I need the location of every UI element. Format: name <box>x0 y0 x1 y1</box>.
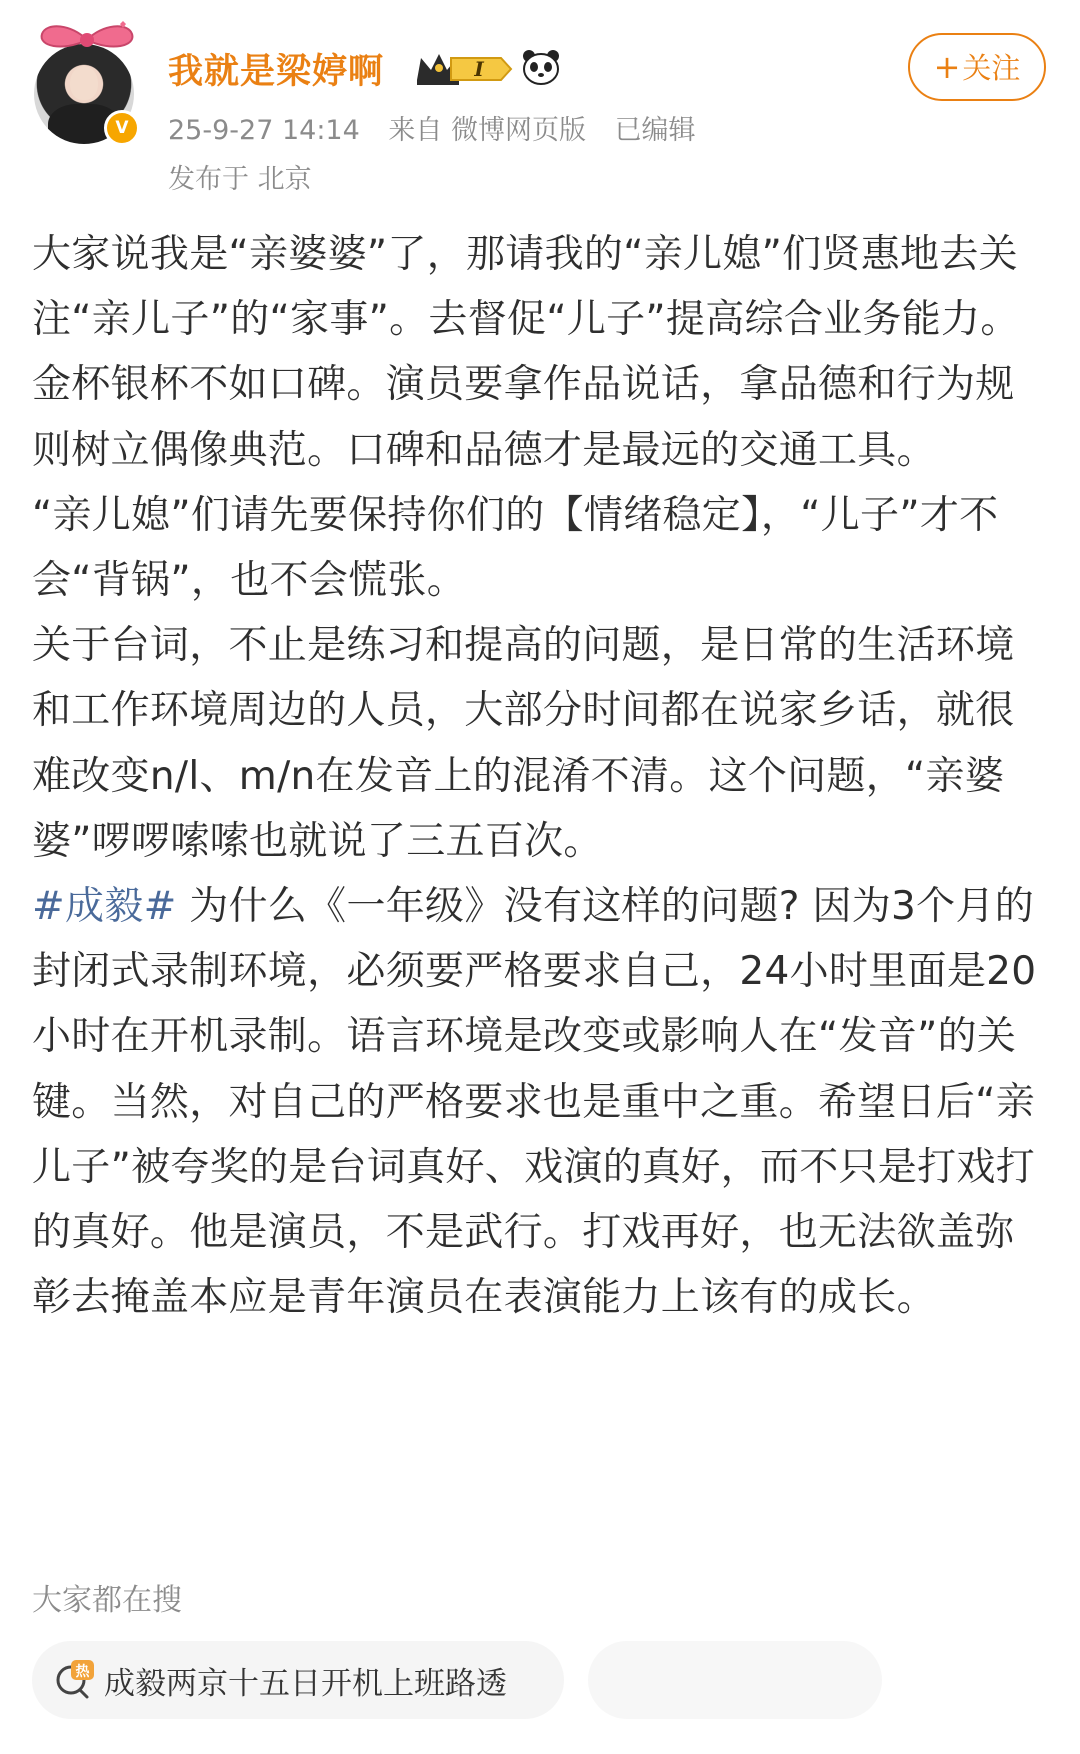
hot-search-icon <box>54 1660 94 1700</box>
hot-mark: 热 <box>75 1664 90 1680</box>
post-header <box>0 0 1080 200</box>
avatar-face <box>70 66 98 100</box>
panda-icon <box>521 48 561 86</box>
post-paragraph-text: 为什么《一年级》没有这样的问题? 因为3个月的封闭式录制环境，必须要严格要求自己，24小时里面是20小时在开机录制。语言环境是改变或影响人在“发音”的关键。当然，对自己的严格要求也是重中之重。希望日后“亲儿子”被夸奖的是台词真好、戏演的真好，而不只是打戏打的真好。他是演员，不是武行。打戏再好，也无法欲盖弥彰去掩盖本应是青年演员在表演能力上该有的成长。 <box>32 884 1037 1321</box>
search-chip[interactable] <box>32 1641 564 1719</box>
verified-icon: V <box>104 110 140 146</box>
search-chip-label: 成毅两京十五日开机上班路透 <box>104 1665 507 1702</box>
post-paragraph: 大家说我是“亲婆婆”了，那请我的“亲儿媳”们贤惠地去关注“亲儿子”的“家事”。去督促“儿子”提高综合业务能力。 <box>32 232 1020 343</box>
level-badge: I <box>474 57 484 81</box>
post-body <box>32 222 1050 1330</box>
username[interactable]: 我就是梁婷啊 <box>168 52 385 92</box>
post-timestamp: 25-9-27 14:14 <box>168 115 360 146</box>
post-paragraph <box>32 874 1050 1330</box>
crown-icon[interactable] <box>413 50 513 88</box>
post-location: 发布于 北京 <box>168 164 312 195</box>
follow-label: 关注 <box>962 51 1021 85</box>
bow-icon <box>32 20 142 60</box>
follow-button[interactable] <box>908 33 1046 101</box>
post-paragraph: 金杯银杯不如口碑。演员要拿作品说话，拿品德和行为规则树立偶像典范。口碑和品德才是最远的交通工具。 <box>32 362 1015 473</box>
search-section-title: 大家都在搜 <box>32 1583 182 1618</box>
post-paragraph: “亲儿媳”们请先要保持你们的【情绪稳定】，“儿子”才不会“背锅”，也不会慌张。 <box>32 492 999 604</box>
plus-icon: + <box>933 48 961 86</box>
post-paragraph: 关于台词，不止是练习和提高的问题，是日常的生活环境和工作环境周边的人员，大部分时间都在说家乡话，就很难改变n/l、m/n在发音上的混淆不清。这个问题，“亲婆婆”啰啰嗦嗦也就说了三五百次。 <box>32 623 1015 864</box>
search-chip-empty[interactable] <box>588 1641 882 1719</box>
post-source: 来自 微博网页版 <box>388 115 586 146</box>
topic-link[interactable]: #成毅# <box>32 884 177 930</box>
avatar-container[interactable] <box>34 44 134 144</box>
edited-label[interactable]: 已编辑 <box>614 115 696 146</box>
post-meta <box>168 108 716 147</box>
